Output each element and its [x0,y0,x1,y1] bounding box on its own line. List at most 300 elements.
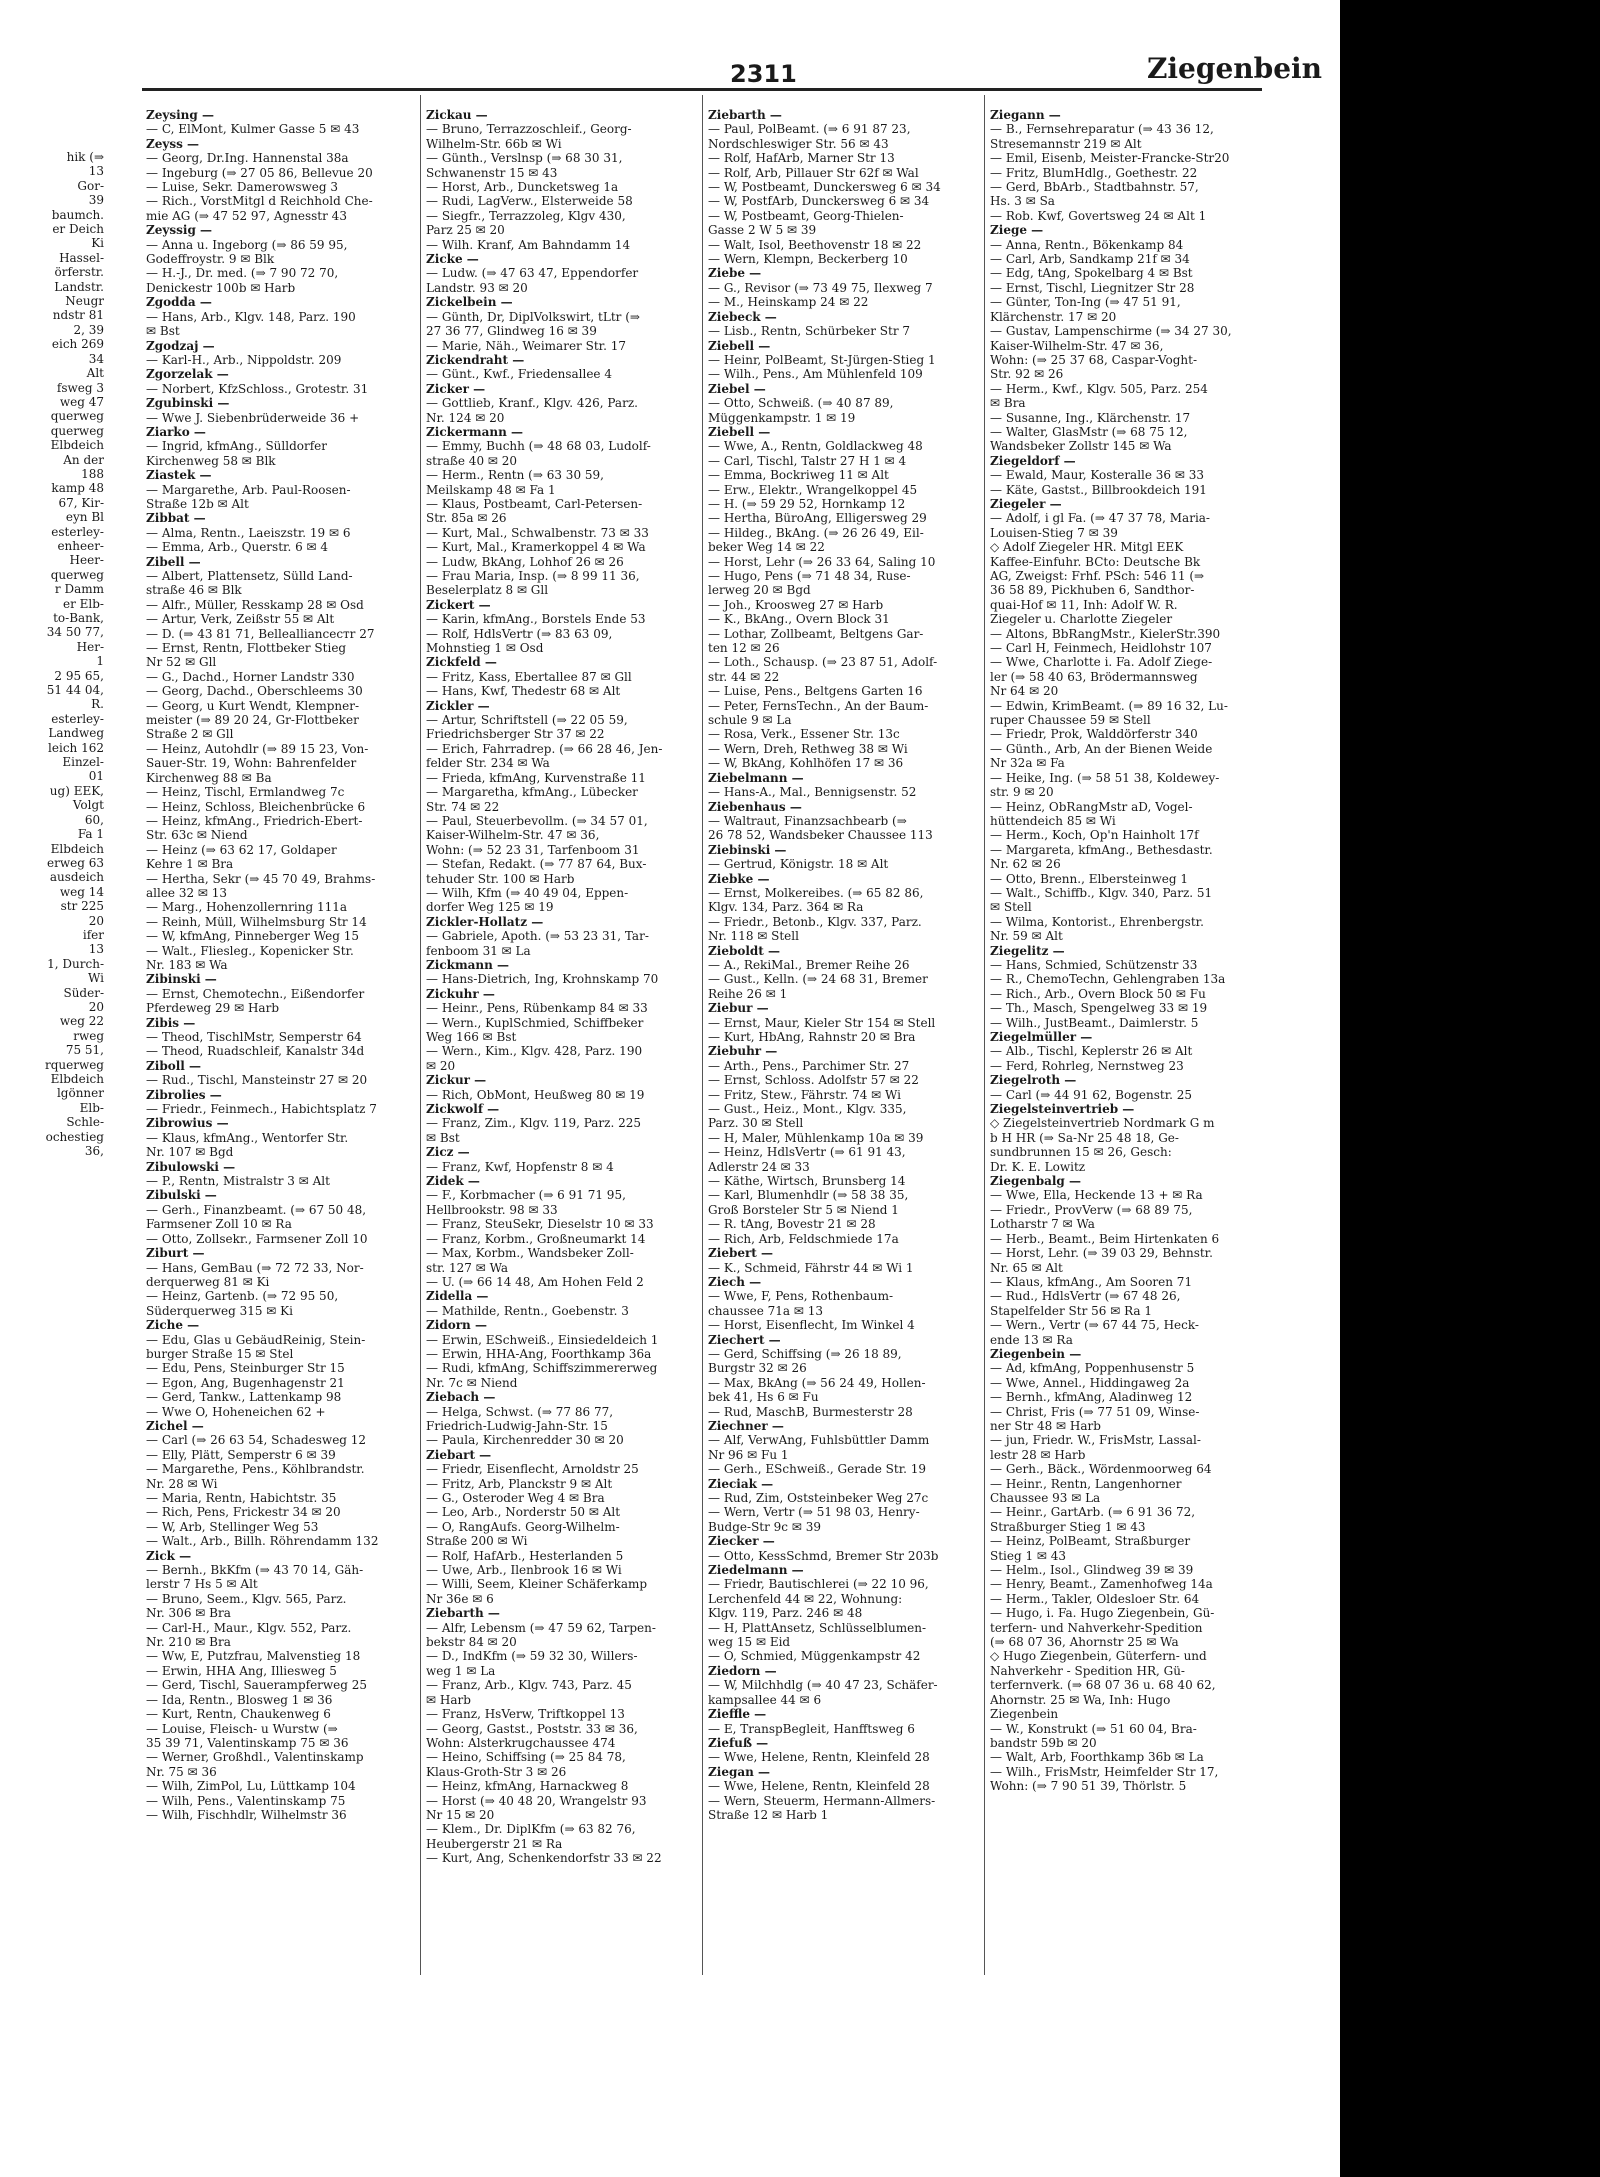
directory-entry: — Gabriele, Apoth. (⇒ 53 23 31, Tar- [426,929,649,944]
strip-line: r Damm [54,582,104,597]
directory-entry: str. 9 ✉ 20 [990,785,1054,800]
directory-entry: — Hans, Arb., Klgv. 148, Parz. 190 [146,309,356,324]
strip-line: 13 [88,164,104,179]
directory-entry: — Kurt, HbAng, Rahnstr 20 ✉ Bra [708,1030,916,1044]
directory-entry: — Walt, Isol, Beethovenstr 18 ✉ 22 [708,237,922,252]
surname-heading: Zidella — [426,1289,489,1304]
directory-entry: tehuder Str. 100 ✉ Harb [426,871,575,886]
strip-line: ndstr 81 [52,308,104,323]
directory-entry: — Rob. Kwf, Govertsweg 24 ✉ Alt 1 [990,208,1207,223]
directory-entry: — B., Fernsehreparatur (⇒ 43 36 12, [990,122,1214,137]
directory-entry: — Heinr., Pens, Rübenkamp 84 ✉ 33 [426,1001,648,1016]
column-1 [146,108,416,1822]
directory-entry: — Ludw. (⇒ 47 63 47, Eppendorfer [426,266,639,281]
surname-heading: Ziebke — [708,871,770,886]
directory-entry: Nr 96 ✉ Fu 1 [708,1447,789,1462]
directory-entry: — Alb., Tischl, Keplerstr 26 ✉ Alt [990,1044,1193,1059]
directory-entry: Ahornstr. 25 ✉ Wa, Inh: Hugo [990,1692,1171,1707]
directory-entry: Str. 74 ✉ 22 [426,799,500,814]
directory-entry: Lotharstr 7 ✉ Wa [990,1217,1095,1232]
previous-page-text [4,150,104,1158]
surname-heading: Zibrowius — [146,1116,229,1131]
directory-entry: — Horst, Lehr. (⇒ 39 03 29, Behnstr. [990,1246,1213,1261]
directory-entry: — Hugo, i. Fa. Hugo Ziegenbein, Gü- [990,1606,1215,1621]
directory-entry: — R. tAng, Bovestr 21 ✉ 28 [708,1217,876,1232]
directory-entry: — Erwin, HHA-Ang, Foorthkamp 36a [426,1346,652,1361]
directory-entry: — Erwin, ESchweiß., Einsiedeldeich 1 [426,1332,659,1347]
strip-line: 34 50 77, [46,625,104,640]
directory-entry: Heubergerstr 21 ✉ Ra [426,1836,563,1851]
strip-line: Hassel- [59,250,104,265]
directory-entry: — P., Rentn, Mistralstr 3 ✉ Alt [146,1174,330,1189]
directory-entry: — W, Arb, Stellinger Weg 53 [146,1519,319,1534]
directory-entry: — Erw., Elektr., Wrangelkoppel 45 [708,482,918,497]
directory-entry: Weg 166 ✉ Bst [426,1030,517,1044]
surname-heading: Zibell — [146,554,201,569]
directory-entry: — W, PostfArb, Dunckersweg 6 ✉ 34 [708,194,930,209]
directory-entry: burger Straße 15 ✉ Stel [146,1346,294,1361]
strip-line: 2, 39 [73,322,104,337]
directory-entry: — Wwe, F, Pens, Rothenbaum- [708,1289,894,1304]
directory-entry: — W, Postbeamt, Georg-Thielen- [708,208,904,223]
directory-entry: — Arth., Pens., Parchimer Str. 27 [708,1058,910,1073]
directory-entry: — Günter, Ton-Ing (⇒ 47 51 91, [990,295,1181,310]
column-2 [426,108,696,1866]
directory-entry: — jun, Friedr. W., FrisMstr, Lassal- [990,1433,1201,1448]
directory-entry: — Wern, Klempn, Beckerberg 10 [708,252,908,267]
directory-entry: — Rich, Pens, Frickestr 34 ✉ 20 [146,1505,341,1520]
surname-heading: Ziech — [708,1274,762,1289]
directory-entry: Müggenkampstr. 1 ✉ 19 [708,410,856,425]
directory-entry: derquerweg 81 ✉ Ki [146,1274,270,1289]
directory-entry: Wandsbeker Zollstr 145 ✉ Wa [990,439,1172,454]
strip-line: 60, [84,812,104,827]
directory-entry: — Louise, Fleisch- u Wurstw (⇒ [146,1721,338,1736]
strip-line: örferstr. [54,265,104,280]
directory-entry: Nr 36e ✉ 6 [426,1591,494,1606]
surname-heading: Zickelbein — [426,295,513,310]
directory-entry: — Erich, Fahrradrep. (⇒ 66 28 46, Jen- [426,741,663,756]
directory-entry: — Wilh, Fischhdlr, Wilhelmstr 36 [146,1807,347,1822]
directory-entry: — Ernst, Tischl, Liegnitzer Str 28 [990,280,1195,295]
directory-entry: — Wilh., Pens., Am Mühlenfeld 109 [708,367,923,382]
surname-heading: Ziarko — [146,424,206,439]
directory-entry: — O, RangAufs. Georg-Wilhelm- [426,1519,620,1534]
directory-entry: ende 13 ✉ Ra [990,1332,1073,1347]
directory-entry: — Edu, Pens, Steinburger Str 15 [146,1361,345,1376]
surname-heading: Zick — [146,1548,192,1563]
directory-entry: — Gottlieb, Kranf., Klgv. 426, Parz. [426,396,638,411]
directory-entry: — R., ChemoTechn, Gehlengraben 13a [990,972,1226,987]
surname-heading: Ziebart — [426,1447,492,1462]
directory-entry: — Fritz, Kass, Ebertallee 87 ✉ Gll [426,669,632,684]
surname-heading: Ziebell — [708,338,771,353]
directory-entry: mie AG (⇒ 47 52 97, Agnesstr 43 [146,208,347,223]
strip-line: enheer- [57,538,104,553]
directory-entry: Landstr. 93 ✉ 20 [426,280,528,295]
strip-line: weg 14 [59,884,104,899]
directory-entry: — Kurt, Rentn, Chaukenweg 6 [146,1707,331,1722]
directory-entry: — Rolf, HdlsVertr (⇒ 83 63 09, [426,626,613,641]
directory-entry: — Gerh., Finanzbeamt. (⇒ 67 50 48, [146,1202,367,1217]
surname-heading: Ziebelmann — [708,770,804,785]
directory-entry: Friedrich-Ludwig-Jahn-Str. 15 [426,1418,608,1433]
surname-heading: Ziege — [990,223,1044,238]
directory-entry: — Rolf, HafArb., Hesterlanden 5 [426,1548,624,1563]
directory-entry: Klärchenstr. 17 ✉ 20 [990,309,1117,324]
directory-entry: — Bernh., BkKfm (⇒ 43 70 14, Gäh- [146,1563,364,1578]
directory-entry: — Rolf, Arb, Pillauer Str 62f ✉ Wal [708,165,919,180]
directory-entry: — Gustav, Lampenschirme (⇒ 34 27 30, [990,324,1232,339]
directory-entry: terfern- und Nahverkehr-Spedition [990,1620,1203,1635]
strip-line: Elbdeich [50,438,104,453]
directory-entry: dorfer Weg 125 ✉ 19 [426,900,554,915]
directory-entry: Kaiser-Wilhelm-Str. 47 ✉ 36, [990,338,1164,353]
surname-heading: Ziegan — [708,1764,771,1779]
directory-entry: ten 12 ✉ 26 [708,641,780,656]
column-3 [708,108,978,1822]
directory-entry: ✉ 20 [426,1058,456,1073]
directory-entry: — Hans-Dietrich, Ing, Krohnskamp 70 [426,972,659,987]
surname-heading: Zieboldt — [708,943,781,958]
directory-entry: — Heinz, Tischl, Ermlandweg 7c [146,785,345,800]
directory-entry: terfernverk. (⇒ 68 07 36 u. 68 40 62, [990,1678,1216,1693]
directory-entry: weg 1 ✉ La [426,1663,496,1678]
surname-heading: Zickendraht — [426,352,525,367]
directory-entry: — Klaus, Postbeamt, Carl-Petersen- [426,496,643,511]
surname-heading: Ziegann — [990,108,1061,122]
strip-line: esterley- [51,711,104,726]
previous-page-strip [0,0,111,2000]
surname-heading: Zickermann — [426,424,523,439]
directory-page [110,0,1340,2025]
directory-entry: — W., Konstrukt (⇒ 51 60 04, Bra- [990,1721,1197,1736]
directory-entry: — K., BkAng., Overn Block 31 [708,612,890,627]
directory-entry: ner Str 48 ✉ Harb [990,1418,1101,1433]
directory-entry: — Emmy, Buchh (⇒ 48 68 03, Ludolf- [426,439,651,454]
directory-entry: Nr. 59 ✉ Alt [990,929,1063,944]
strip-line: 1 [96,654,104,669]
strip-line: esterley- [51,524,104,539]
directory-entry: — A., RekiMal., Bremer Reihe 26 [708,957,910,972]
strip-line: Einzel- [62,755,104,770]
directory-entry: — Friedr, Bautischlerei (⇒ 22 10 96, [708,1577,929,1592]
directory-entry: Burgstr 32 ✉ 26 [708,1361,807,1376]
directory-entry: 35 39 71, Valentinskamp 75 ✉ 36 [146,1735,349,1750]
directory-entry: — Carl-H., Maur., Klgv. 552, Parz. [146,1620,352,1635]
directory-entry: felder Str. 234 ✉ Wa [426,756,550,771]
directory-entry: Chaussee 93 ✉ La [990,1491,1101,1505]
directory-entry: ◇ Adolf Ziegeler HR. Mitgl EEK [990,540,1184,555]
surname-heading: Ziebe — [708,266,762,281]
directory-entry: — Otto, Schweiß. (⇒ 40 87 89, [708,396,894,411]
directory-entry: Ziegeler u. Charlotte Ziegeler [990,612,1173,627]
directory-entry: — Rudi, LagVerw., Elsterweide 58 [426,194,633,209]
directory-entry: — F., Korbmacher (⇒ 6 91 71 95, [426,1188,626,1203]
directory-entry: — Rud., HdlsVertr (⇒ 67 48 26, [990,1289,1181,1304]
directory-entry: Mohnstieg 1 ✉ Osd [426,641,544,656]
directory-entry: — Leo, Arb., Norderstr 50 ✉ Alt [426,1505,621,1520]
directory-entry: — Carl (⇒ 44 91 62, Bogenstr. 25 [990,1087,1193,1102]
directory-entry: — Wilh. Kranf, Am Bahndamm 14 [426,237,631,252]
directory-entry: — Joh., Kroosweg 27 ✉ Harb [708,597,884,612]
strip-line: 188 [81,466,104,481]
directory-entry: — Maria, Rentn, Habichtstr. 35 [146,1491,337,1505]
strip-line: Schle- [66,1115,104,1130]
directory-entry: ◇ Ziegelsteinvertrieb Nordmark G m [990,1116,1215,1131]
directory-entry: — Wern, Dreh, Rethweg 38 ✉ Wi [708,741,908,756]
directory-entry: — Klaus, kfmAng., Wentorfer Str. [146,1130,349,1145]
surname-heading: Ziebach — [426,1390,496,1405]
directory-entry: — Wern, Vertr (⇒ 51 98 03, Henry- [708,1505,920,1520]
directory-entry: — Ingeburg (⇒ 27 05 86, Bellevue 20 [146,165,373,180]
surname-heading: Ziegeldorf — [990,453,1076,468]
directory-entry: — Gertrud, Königstr. 18 ✉ Alt [708,857,889,872]
directory-entry: — Marie, Näh., Weimarer Str. 17 [426,338,626,353]
directory-entry: ruper Chaussee 59 ✉ Stell [990,713,1151,728]
directory-entry: — G., Revisor (⇒ 73 49 75, Ilexweg 7 [708,280,933,295]
directory-entry: — Ernst, Schloss. Adolfstr 57 ✉ 22 [708,1073,919,1088]
directory-entry: — Carl (⇒ 26 63 54, Schadesweg 12 [146,1433,367,1448]
strip-line: ausdeich [49,870,104,885]
directory-entry: — Edwin, KrimBeamt. (⇒ 89 16 32, Lu- [990,698,1228,713]
directory-entry: — W, Milchhdlg (⇒ 40 47 23, Schäfer- [708,1678,938,1693]
directory-entry: — Ida, Rentn., Blosweg 1 ✉ 36 [146,1692,333,1707]
strip-line: Heer- [69,553,104,568]
directory-entry: — Franz, Arb., Klgv. 743, Parz. 45 [426,1678,632,1693]
directory-entry: Meilskamp 48 ✉ Fa 1 [426,482,556,497]
directory-entry: — Kurt, Ang, Schenkendorfstr 33 ✉ 22 [426,1851,662,1866]
directory-entry: — H.-J., Dr. med. (⇒ 7 90 72 70, [146,266,339,281]
strip-line: hik (⇒ [66,150,104,164]
directory-entry: — Egon, Ang, Bugenhagenstr 21 [146,1375,345,1390]
directory-entry: — Wilh, Kfm (⇒ 40 49 04, Eppen- [426,885,629,900]
directory-entry: — Heinz, HdlsVertr (⇒ 61 91 43, [708,1145,906,1160]
strip-line: Wi [88,971,104,986]
directory-entry: — Gerh., Bäck., Wördenmoorweg 64 [990,1462,1212,1477]
directory-entry: — Otto, Zollsekr., Farmsener Zoll 10 [146,1231,368,1246]
directory-entry: — Carl, Arb, Sandkamp 21f ✉ 34 [990,252,1190,267]
directory-entry: Kaffee-Einfuhr. BCto: Deutsche Bk [990,554,1201,569]
directory-entry: — Rud., Tischl, Mansteinstr 27 ✉ 20 [146,1073,368,1088]
directory-entry: Budge-Str 9c ✉ 39 [708,1519,821,1534]
directory-entry: — Artur, Verk, Zeißstr 55 ✉ Alt [146,612,335,627]
directory-entry: Gasse 2 W 5 ✉ 39 [708,223,817,238]
directory-entry: — Rich., Arb., Overn Block 50 ✉ Fu [990,986,1206,1001]
directory-entry: Str. 63c ✉ Niend [146,828,248,843]
strip-line: erweg 63 [47,855,104,870]
directory-entry: — Walt., Schiffb., Klgv. 340, Parz. 51 [990,885,1213,900]
directory-entry: — Gust., Heiz., Mont., Klgv. 335, [708,1102,907,1117]
directory-entry: meister (⇒ 89 20 24, Gr-Flottbeker [146,713,359,728]
strip-line: str 225 [60,899,104,914]
surname-heading: Zichel — [146,1418,204,1433]
surname-heading: Ziburt — [146,1246,205,1261]
directory-entry: — Herm., Takler, Oldesloer Str. 64 [990,1591,1200,1606]
surname-heading: Ziebinski — [708,842,787,857]
surname-heading: Zibis — [146,1015,196,1030]
directory-entry: Groß Borsteler Str 5 ✉ Niend 1 [708,1202,899,1217]
directory-entry: — Margarethe, Pens., Köhlbrandstr. [146,1462,365,1477]
directory-entry: — Horst (⇒ 40 48 20, Wrangelstr 93 [426,1793,647,1808]
directory-entry: — W, Postbeamt, Dunckersweg 6 ✉ 34 [708,180,941,195]
directory-entry: — Günth, Dr, DiplVolkswirt, tLtr (⇒ [426,309,640,324]
directory-entry: — W, kfmAng, Pinneberger Weg 15 [146,929,360,944]
directory-entry: — Carl, Tischl, Talstr 27 H 1 ✉ 4 [708,453,907,468]
directory-entry: chaussee 71a ✉ 13 [708,1303,824,1318]
directory-entry: — C, ElMont, Kulmer Gasse 5 ✉ 43 [146,122,360,137]
directory-entry: Straße 12 ✉ Harb 1 [708,1807,829,1822]
directory-entry: 26 78 52, Wandsbeker Chaussee 113 [708,828,933,843]
surname-heading: Zgodda — [146,295,212,310]
strip-line: An der [63,452,104,467]
directory-entry: bandstr 59b ✉ 20 [990,1735,1097,1750]
surname-heading: Ziebur — [708,1001,769,1016]
surname-heading: Zibulski — [146,1188,217,1203]
directory-entry: — Theod, TischlMstr, Semperstr 64 [146,1030,362,1044]
strip-line: Elbdeich [50,1072,104,1086]
directory-entry: — Gerh., ESchweiß., Gerade Str. 19 [708,1462,927,1477]
directory-entry: — Walt., Fliesleg., Kopenicker Str. [146,943,354,958]
directory-entry: straße 40 ✉ 20 [426,453,518,468]
directory-entry: — Peter, FernsTechn., An der Baum- [708,698,929,713]
directory-entry: — Ernst, Chemotechn., Eißendorfer [146,986,365,1001]
strip-line: Her- [76,639,104,654]
directory-entry: lerstr 7 Hs 5 ✉ Alt [146,1577,258,1592]
directory-entry: Klgv. 134, Parz. 364 ✉ Ra [708,900,864,915]
directory-entry: Denickestr 100b ✉ Harb [146,280,296,295]
directory-entry: — Horst, Eisenflecht, Im Winkel 4 [708,1318,915,1333]
surname-heading: Ziecker — [708,1534,775,1549]
directory-entry: — Bruno, Seem., Klgv. 565, Parz. [146,1591,347,1606]
directory-entry: — Rosa, Verk., Essener Str. 13c [708,727,900,742]
directory-entry: Nr. 7c ✉ Niend [426,1375,518,1390]
strip-line: eyn Bl [65,510,104,525]
directory-entry: — Käthe, Wirtsch, Brunsberg 14 [708,1174,906,1189]
surname-heading: Zickau — [426,108,488,122]
directory-entry: — Stefan, Redakt. (⇒ 77 87 64, Bux- [426,857,647,872]
directory-entry: — Franz, SteuSekr, Dieselstr 10 ✉ 33 [426,1217,654,1232]
surname-heading: Ziegeler — [990,496,1062,511]
directory-entry: Nr. 65 ✉ Alt [990,1260,1063,1275]
directory-entry: — Waltraut, Finanzsachbearb (⇒ [708,813,907,828]
directory-entry: Pferdeweg 29 ✉ Harb [146,1001,279,1016]
directory-entry: — Wwe, Ella, Heckende 13 + ✉ Ra [990,1188,1203,1203]
surname-heading: Ziastek — [146,468,212,483]
directory-entry: Nr. 107 ✉ Bgd [146,1145,234,1160]
strip-line: querweg [50,409,104,424]
strip-line: 36, [84,1144,104,1159]
surname-heading: Ziche — [146,1318,200,1333]
directory-entry: — Emma, Arb., Querstr. 6 ✉ 4 [146,540,329,555]
surname-heading: Zibinski — [146,972,217,987]
strip-line: Volgt [72,798,104,813]
directory-entry: Nr. 118 ✉ Stell [708,929,799,944]
directory-entry: — K., Schmeid, Fährstr 44 ✉ Wi 1 [708,1260,914,1275]
directory-entry: — Paul, PolBeamt. (⇒ 6 91 87 23, [708,122,911,137]
surname-heading: Zeyssig — [146,223,213,238]
strip-line: 39 [88,193,104,208]
directory-entry: Nr 15 ✉ 20 [426,1807,495,1822]
surname-heading: Zibrolies — [146,1087,222,1102]
directory-entry: — Adolf, i gl Fa. (⇒ 47 37 78, Maria- [990,511,1210,526]
surname-heading: Ziebarth — [708,108,782,122]
directory-entry: — U. (⇒ 66 14 48, Am Hohen Feld 2 [426,1274,644,1289]
directory-entry: (⇒ 68 07 36, Ahornstr 25 ✉ Wa [990,1635,1179,1650]
surname-heading: Ziebarth — [426,1606,500,1621]
directory-entry: — Gust., Kelln. (⇒ 24 68 31, Bremer [708,972,928,987]
directory-entry: — Klaus, kfmAng., Am Sooren 71 [990,1274,1193,1289]
directory-entry: Louisen-Stieg 7 ✉ 39 [990,525,1118,540]
directory-entry: — Artur, Schriftstell (⇒ 22 05 59, [426,713,628,728]
directory-entry: ✉ Harb [426,1692,471,1707]
surname-heading: Zgubinski — [146,396,230,411]
directory-entry: — Margareta, kfmAng., Bethesdastr. [990,842,1213,857]
directory-entry: allee 32 ✉ 13 [146,885,228,900]
strip-line: Gor- [77,178,104,193]
directory-entry: — Hans, Kwf, Thedestr 68 ✉ Alt [426,684,621,699]
directory-entry: Straße 12b ✉ Alt [146,496,249,511]
directory-entry: ✉ Bst [146,324,180,339]
directory-entry: — Herm., Kwf., Klgv. 505, Parz. 254 [990,381,1208,396]
directory-entry: Kirchenweg 58 ✉ Blk [146,453,276,468]
surname-heading: Zgodzaj — [146,338,215,353]
surname-heading: Ziebeck — [708,309,777,324]
directory-entry: — Loth., Schausp. (⇒ 23 87 51, Adolf- [708,655,938,670]
directory-entry: quai-Hof ✉ 11, Inh: Adolf W. R. [990,597,1178,612]
strip-line: 20 [88,913,104,928]
directory-entry: — Elly, Plätt, Semperstr 6 ✉ 39 [146,1447,336,1462]
directory-entry: — Ludw, BkAng, Lohhof 26 ✉ 26 [426,554,624,569]
directory-entry: Godeffroystr. 9 ✉ Blk [146,252,275,267]
directory-entry: — Ernst, Maur, Kieler Str 154 ✉ Stell [708,1015,936,1030]
directory-entry: — Max, Korbm., Wandsbeker Zoll- [426,1246,634,1261]
directory-entry: — Albert, Plattensetz, Sülld Land- [146,569,353,583]
directory-entry: — Rolf, HafArb, Marner Str 13 [708,151,895,166]
directory-entry: — Alf, VerwAng, Fuhlsbüttler Damm [708,1433,930,1448]
surname-heading: Ziebuhr — [708,1044,778,1059]
strip-line: 51 44 04, [46,683,104,698]
directory-entry: — Hans-A., Mal., Bennigsenstr. 52 [708,785,917,800]
directory-entry: — D., IndKfm (⇒ 59 32 30, Willers- [426,1649,638,1664]
directory-entry: Kirchenweg 88 ✉ Ba [146,770,272,785]
surname-heading: Ziechert — [708,1332,781,1347]
strip-line: baumch. [51,207,104,222]
directory-entry: — Franz, Kwf, Hopfenstr 8 ✉ 4 [426,1159,614,1174]
directory-entry: bekstr 84 ✉ 20 [426,1635,517,1650]
directory-entry: — H, Maler, Mühlenkamp 10a ✉ 39 [708,1130,924,1145]
directory-entry: — Lisb., Rentn, Schürbeker Str 7 [708,324,911,339]
directory-entry: — Wern, Steuerm, Hermann-Allmers- [708,1793,936,1808]
directory-entry: sundbrunnen 15 ✉ 26, Gesch: [990,1145,1172,1160]
directory-entry: — G., Osteroder Weg 4 ✉ Bra [426,1491,605,1505]
strip-line: Fa 1 [77,827,104,842]
directory-entry: — Siegfr., Terrazzoleg, Klgv 430, [426,208,626,223]
surname-heading: Ziebel — [708,381,766,396]
directory-entry: — Fritz, BlumHdlg., Goethestr. 22 [990,165,1198,180]
surname-heading: Ziefuß — [708,1735,769,1750]
surname-heading: Zicker — [426,381,486,396]
directory-entry: — Altons, BbRangMstr., KielerStr.390 [990,626,1221,641]
directory-entry: ler (⇒ 58 40 63, Brödermannsweg [990,669,1198,684]
directory-entry: — H, PlattAnsetz, Schlüsselblumen- [708,1620,927,1635]
surname-heading: Zicz — [426,1145,470,1160]
directory-entry: Reihe 26 ✉ 1 [708,986,788,1001]
directory-entry: straße 46 ✉ Blk [146,583,242,598]
directory-entry: — G., Dachd., Horner Landstr 330 [146,669,355,684]
directory-entry: Hellbrookstr. 98 ✉ 33 [426,1202,558,1217]
directory-entry: str. 44 ✉ 22 [708,669,780,684]
